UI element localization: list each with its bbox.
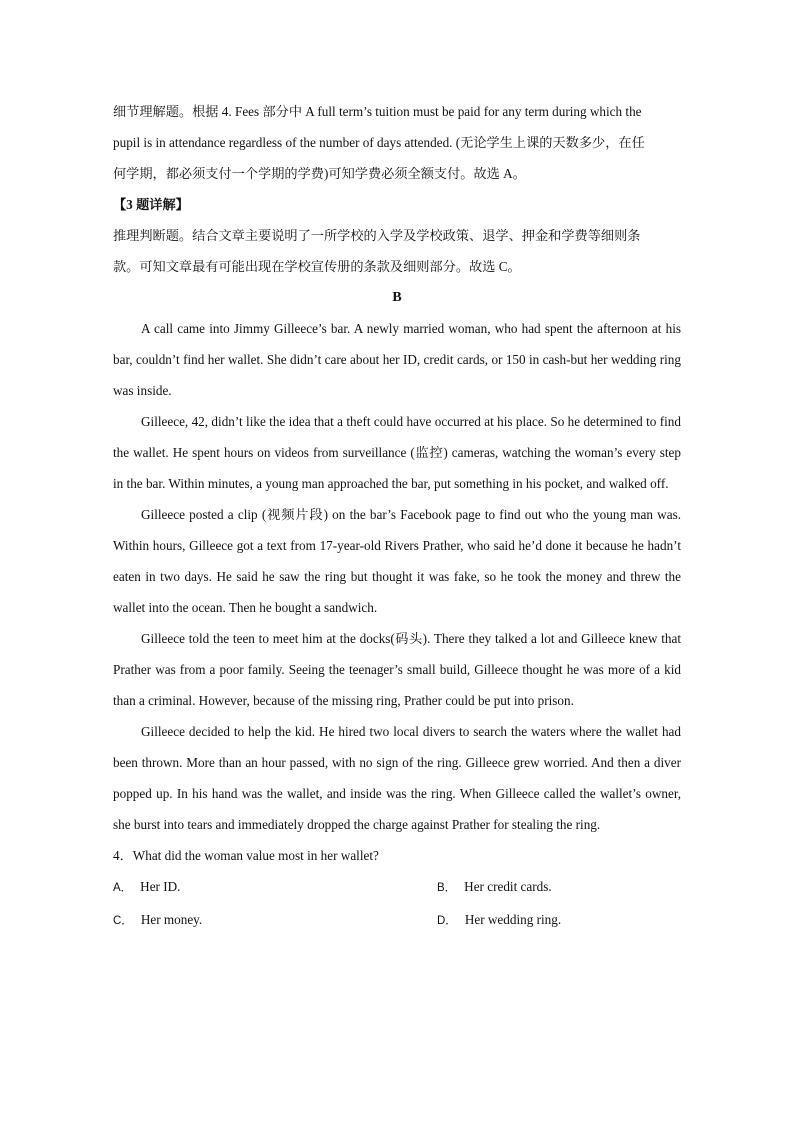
option-letter: C． xyxy=(113,915,133,927)
option-text: Her credit cards. xyxy=(464,879,552,894)
q3-heading: 【3 题详解】 xyxy=(113,197,189,212)
option-c[interactable] xyxy=(113,904,437,937)
answer-options xyxy=(113,871,681,937)
option-d[interactable] xyxy=(437,904,681,937)
option-letter: A． xyxy=(113,882,133,894)
explanation-line: 款。可知文章最有可能出现在学校宣传册的条款及细则部分。故选 C。 xyxy=(113,259,521,274)
explanation-line: pupil is in attendance regardless of the number of days attended. (无论学生上课的天数多少，在任 xyxy=(113,135,645,150)
document-page xyxy=(113,96,681,937)
passage-paragraph: Gilleece told the teen to meet him at the docks(码头). There they talked a lot and Gilleece knew that Prather was from a poor family. Seeing the teenager’s small build, Gilleece thought he was more of a kid than a criminal. However, because of the missing ring, Prather could be put into prison. xyxy=(113,631,681,708)
question-text: 4．What did the woman value most in her wallet? xyxy=(113,848,379,863)
passage-paragraph: Gilleece, 42, didn’t like the idea that a theft could have occurred at his place. So he determined to find the wallet. He spent hours on videos from surveillance (监控) cameras, watching the woman’s every step in the bar. Within minutes, a young man approached the bar, put something in his pocket, and walked off. xyxy=(113,414,681,491)
q3-explanation xyxy=(113,220,681,282)
explanation-line: 推理判断题。结合文章主要说明了一所学校的入学及学校政策、退学、押金和学费等细则条 xyxy=(113,228,641,243)
passage-paragraph: Gilleece posted a clip (视频片段) on the bar’s Facebook page to find out who the young man was. Within hours, Gilleece got a text from 17-year-old Rivers Prather, who said he’d done it because he hadn’t eaten in two days. He said he saw the ring but thought it was fake, so he took the money and threw the wallet into the ocean. Then he bought a sandwich. xyxy=(113,507,681,615)
passage-paragraph: A call came into Jimmy Gilleece’s bar. A newly married woman, who had spent the afternoon at his bar, couldn’t find her wallet. She didn’t care about her ID, credit cards, or 150 in cash-but her wedding ring was inside. xyxy=(113,321,681,398)
option-text: Her ID. xyxy=(140,879,181,894)
section-title: B xyxy=(392,290,402,305)
option-a[interactable] xyxy=(113,871,437,904)
option-text: Her money. xyxy=(140,912,203,927)
option-text: Her wedding ring. xyxy=(464,912,562,927)
explanation-line: 细节理解题。根据 4. Fees 部分中 A full term’s tuition must be paid for any term during which the xyxy=(113,104,642,119)
q2-explanation xyxy=(113,96,681,189)
option-letter: B． xyxy=(437,882,457,894)
option-b[interactable] xyxy=(437,871,681,904)
passage-paragraph: Gilleece decided to help the kid. He hired two local divers to search the waters where the wallet had been thrown. More than an hour passed, with no sign of the ring. Gilleece grew worried. And then a diver popped up. In his hand was the wallet, and inside was the ring. When Gilleece called the wallet’s owner, she burst into tears and immediately dropped the charge against Prather for stealing the ring. xyxy=(113,724,681,832)
reading-passage xyxy=(113,313,681,840)
option-letter: D． xyxy=(437,915,457,927)
explanation-line: 何学期，都必须支付一个学期的学费)可知学费必须全额支付。故选 A。 xyxy=(113,166,526,181)
